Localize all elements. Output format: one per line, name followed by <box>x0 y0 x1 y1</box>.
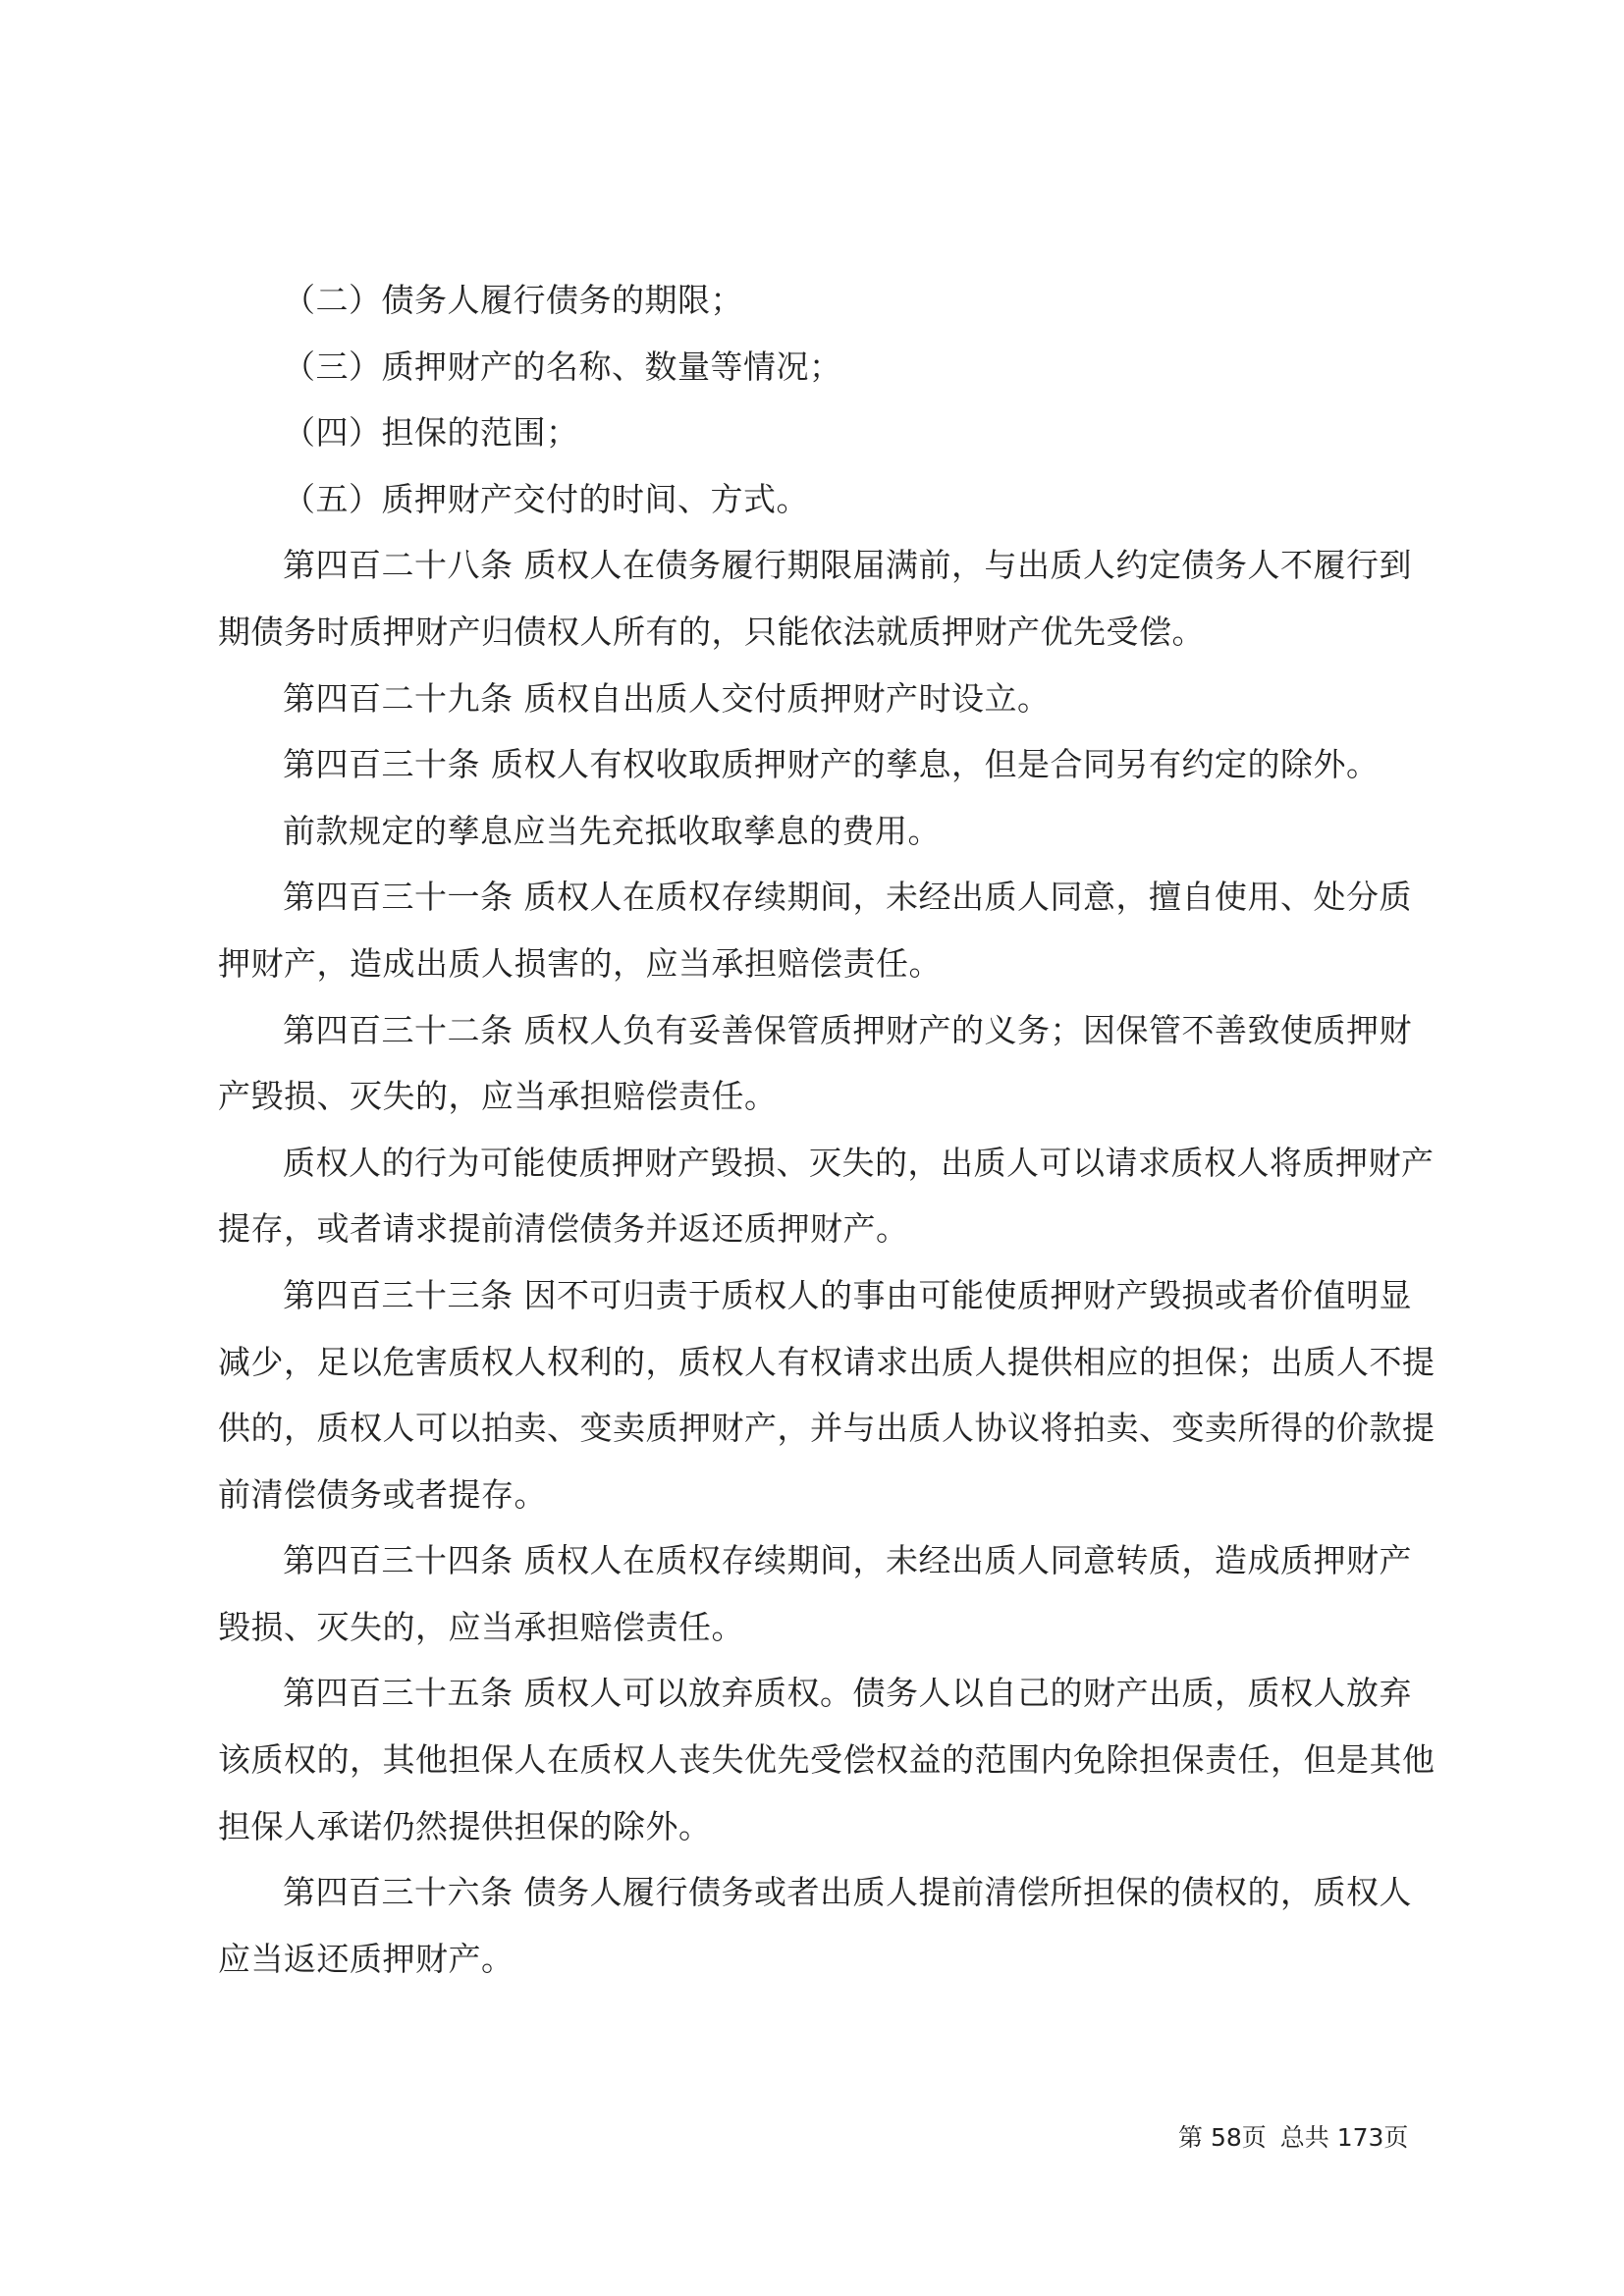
article-428: 第四百二十八条 质权人在债务履行期限届满前，与出质人约定债务人不履行到期债务时质押财产归债权人所有的，只能依法就质押财产优先受偿。 <box>218 546 1412 651</box>
document-body <box>218 267 1435 1992</box>
article-429: 第四百二十九条 质权自出质人交付质押财产时设立。 <box>283 678 1051 718</box>
paragraph-item-5: （五）质押财产交付的时间、方式。 <box>283 479 809 518</box>
page-footer <box>1178 2118 1408 2154</box>
article-436: 第四百三十六条 债务人履行债务或者出质人提前清偿所担保的债权的，质权人应当返还质押财产。 <box>218 1873 1412 1978</box>
article-434: 第四百三十四条 质权人在质权存续期间，未经出质人同意转质，造成质押财产毁损、灭失的，应当承担赔偿责任。 <box>218 1541 1412 1646</box>
article-430-paragraph-2: 前款规定的孳息应当先充抵收取孳息的费用。 <box>283 811 941 850</box>
article-435: 第四百三十五条 质权人可以放弃质权。债务人以自己的财产出质，质权人放弃该质权的，其他担保人在质权人丧失优先受偿权益的范围内免除担保责任，但是其他担保人承诺仍然提供担保的除外。 <box>218 1674 1435 1845</box>
article-430: 第四百三十条 质权人有权收取质押财产的孳息，但是合同另有约定的除外。 <box>283 745 1380 784</box>
page-number: 第 58页 <box>1178 2123 1267 2152</box>
article-431: 第四百三十一条 质权人在质权存续期间，未经出质人同意，擅自使用、处分质押财产，造成出质人损害的，应当承担赔偿责任。 <box>218 878 1412 983</box>
paragraph-item-2: （二）债务人履行债务的期限； <box>283 281 743 319</box>
paragraph-item-3: （三）质押财产的名称、数量等情况； <box>283 347 842 386</box>
article-432: 第四百三十二条 质权人负有妥善保管质押财产的义务；因保管不善致使质押财产毁损、灭失的，应当承担赔偿责任。 <box>218 1010 1412 1116</box>
article-432-paragraph-2: 质权人的行为可能使质押财产毁损、灭失的，出质人可以请求质权人将质押财产提存，或者请求提前清偿债务并返还质押财产。 <box>218 1143 1435 1249</box>
article-433: 第四百三十三条 因不可归责于质权人的事由可能使质押财产毁损或者价值明显减少，足以危害质权人权利的，质权人有权请求出质人提供相应的担保；出质人不提供的，质权人可以拍卖、变卖质押财产，并与出质人协议将拍卖、变卖所得的价款提前清偿债务或者提存。 <box>218 1275 1435 1514</box>
total-pages: 总共 173页 <box>1279 2123 1409 2152</box>
paragraph-item-4: （四）担保的范围； <box>283 413 579 453</box>
